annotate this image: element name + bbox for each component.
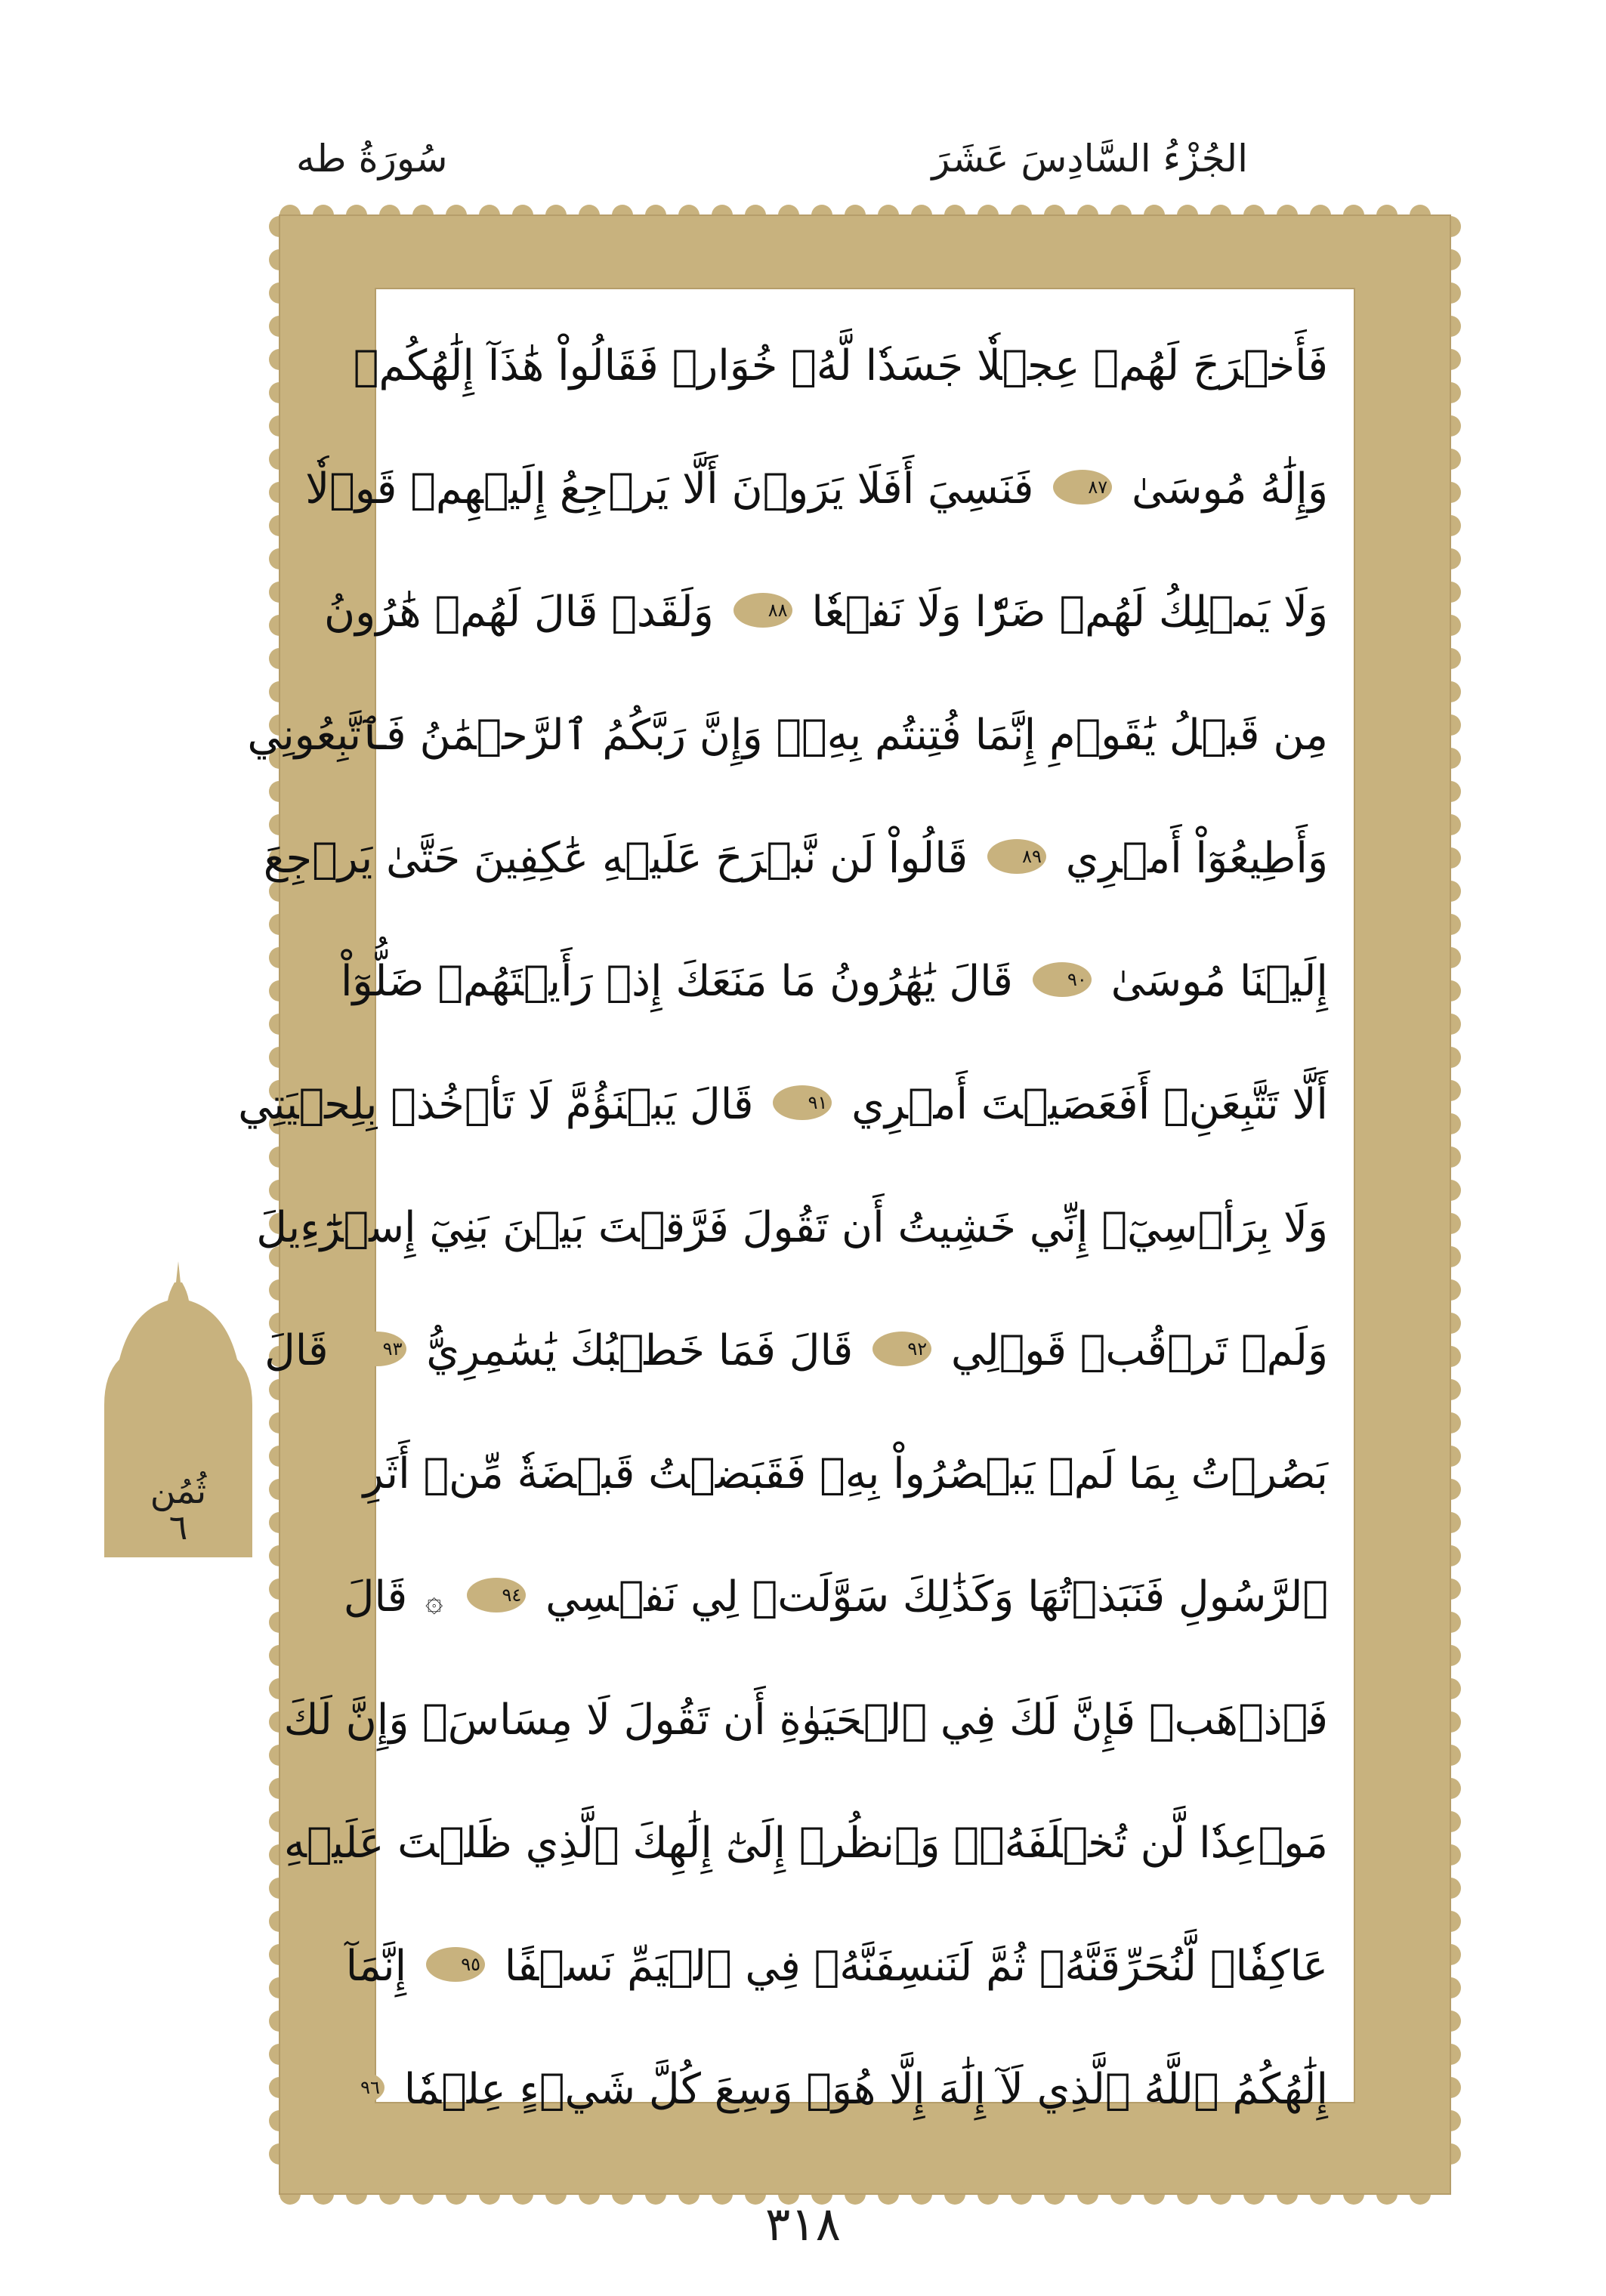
verse-text: قَالَ فَمَا خَطۡبُكَ يَٰسَٰمِرِيُّ <box>426 1326 854 1375</box>
quran-text-panel <box>238 289 1354 2114</box>
ayah-number-marker: ٨٩ <box>987 839 1046 874</box>
verse-text: إِلَيۡنَا مُوسَىٰ <box>1110 957 1328 1006</box>
ayah-number-marker: ٩٢ <box>872 1332 931 1366</box>
verse-line <box>263 797 1328 920</box>
verse-lines <box>238 304 1328 2151</box>
verse-text: وَلَمۡ تَرۡقُبۡ قَوۡلِي <box>950 1326 1328 1375</box>
verse-text: أَلَّا تَتَّبِعَنِۖ أَفَعَصَيۡتَ أَمۡرِي <box>851 1080 1328 1129</box>
page-number: ٣١٨ <box>765 2196 841 2251</box>
verse-line <box>353 304 1328 427</box>
verse-text: فَٱذۡهَبۡ فَإِنَّ لَكَ فِي ٱلۡحَيَوٰةِ أَن تَقُولَ لَا مِسَاسَۖ وَإِنَّ لَكَ <box>283 1696 1328 1745</box>
ayah-number-marker: ٩١ <box>773 1085 832 1120</box>
ayah-number-marker: ٩٤ <box>467 1578 526 1612</box>
verse-text: وَلَقَدۡ قَالَ لَهُمۡ هَٰرُونُ <box>324 588 714 637</box>
verse-line <box>256 1166 1328 1289</box>
verse-line <box>305 427 1328 551</box>
verse-line <box>238 1043 1328 1166</box>
verse-text: وَلَا يَمۡلِكُ لَهُمۡ ضَرّٗا وَلَا نَفۡعٗا <box>811 588 1328 637</box>
verse-line <box>345 1905 1328 2028</box>
ayah-number-marker: ٩٥ <box>426 1947 485 1982</box>
verse-line <box>360 2028 1328 2151</box>
verse-line <box>324 551 1328 674</box>
verse-line <box>283 1782 1328 1905</box>
ayah-number-marker: ٩٦ <box>326 2070 385 2105</box>
thumn-label <box>104 1470 252 1548</box>
verse-line <box>340 920 1328 1043</box>
verse-text: مِن قَبۡلُ يَٰقَوۡمِ إِنَّمَا فُتِنتُم بِهِۦۖ وَإِنَّ رَبَّكُمُ ٱلرَّحۡمَٰنُ فَٱتَّبِعُونِي <box>247 711 1328 760</box>
verse-text: فَنَسِيَ أَفَلَا يَرَوۡنَ أَلَّا يَرۡجِعُ إِلَيۡهِمۡ قَوۡلٗا <box>305 464 1034 514</box>
verse-text: وَإِلَٰهُ مُوسَىٰ <box>1131 464 1328 514</box>
verse-text: قَالَ <box>264 1326 329 1375</box>
verse-text: عَاكِفٗاۖ لَّنُحَرِّقَنَّهُۥ ثُمَّ لَنَنسِفَنَّهُۥ فِي ٱلۡيَمِّ نَسۡفًا <box>504 1942 1328 1991</box>
ayah-number-marker: ٨٧ <box>1053 470 1112 505</box>
verse-text: إِنَّمَآ <box>345 1942 407 1991</box>
thumn-number: ٦ <box>168 1507 188 1548</box>
thumn-word: ثُمُن <box>150 1470 207 1511</box>
verse-text: قَالَ <box>343 1572 408 1622</box>
verse-line <box>264 1289 1328 1412</box>
surah-title: سُورَةُ طه <box>296 137 448 181</box>
verse-text: قَالَ يَٰهَٰرُونُ مَا مَنَعَكَ إِذۡ رَأَيۡتَهُمۡ ضَلُّوٓاْ <box>340 957 1013 1006</box>
verse-text: وَأَطِيعُوٓاْ أَمۡرِي <box>1065 834 1328 883</box>
rub-el-hizb-icon: ۞ <box>425 1584 443 1619</box>
verse-text: قَالُواْ لَن نَّبۡرَحَ عَلَيۡهِ عَٰكِفِينَ حَتَّىٰ يَرۡجِعَ <box>263 834 968 883</box>
verse-line <box>283 1659 1328 1782</box>
verse-text: مَوۡعِدٗا لَّن تُخۡلَفَهُۥۖ وَٱنظُرۡ إِلَىٰٓ إِلَٰهِكَ ٱلَّذِي ظَلۡتَ عَلَيۡهِ <box>283 1819 1328 1868</box>
verse-line <box>247 674 1328 797</box>
verse-text: بَصُرۡتُ بِمَا لَمۡ يَبۡصُرُواْ بِهِۦ فَقَبَضۡتُ قَبۡضَةٗ مِّنۡ أَثَرِ <box>363 1449 1328 1498</box>
verse-text: قَالَ يَبۡنَؤُمَّ لَا تَأۡخُذۡ بِلِحۡيَتِي <box>238 1080 754 1129</box>
verse-line <box>343 1535 1328 1659</box>
ayah-number-marker: ٨٨ <box>734 593 792 628</box>
juz-title: الجُزْءُ السَّادِسَ عَشَرَ <box>931 137 1248 181</box>
verse-line <box>363 1412 1328 1535</box>
verse-text: إِلَٰهُكُمُ ٱللَّهُ ٱلَّذِي لَآ إِلَٰهَ إِلَّا هُوَۚ وَسِعَ كُلَّ شَيۡءٍ عِلۡمٗا <box>403 2065 1328 2114</box>
verse-text: وَلَا بِرَأۡسِيٓۖ إِنِّي خَشِيتُ أَن تَقُولَ فَرَّقۡتَ بَيۡنَ بَنِيٓ إِسۡرَٰٓءِيلَ <box>256 1203 1328 1252</box>
verse-text: فَأَخۡرَجَ لَهُمۡ عِجۡلٗا جَسَدٗا لَّهُۥ خُوَارٞ فَقَالُواْ هَٰذَآ إِلَٰهُكُمۡ <box>353 341 1328 390</box>
ayah-number-marker: ٩٠ <box>1033 962 1092 997</box>
verse-text: ٱلرَّسُولِ فَنَبَذۡتُهَا وَكَذَٰلِكَ سَوَّلَتۡ لِي نَفۡسِي <box>545 1572 1328 1622</box>
ayah-number-marker: ٩٣ <box>347 1332 406 1366</box>
